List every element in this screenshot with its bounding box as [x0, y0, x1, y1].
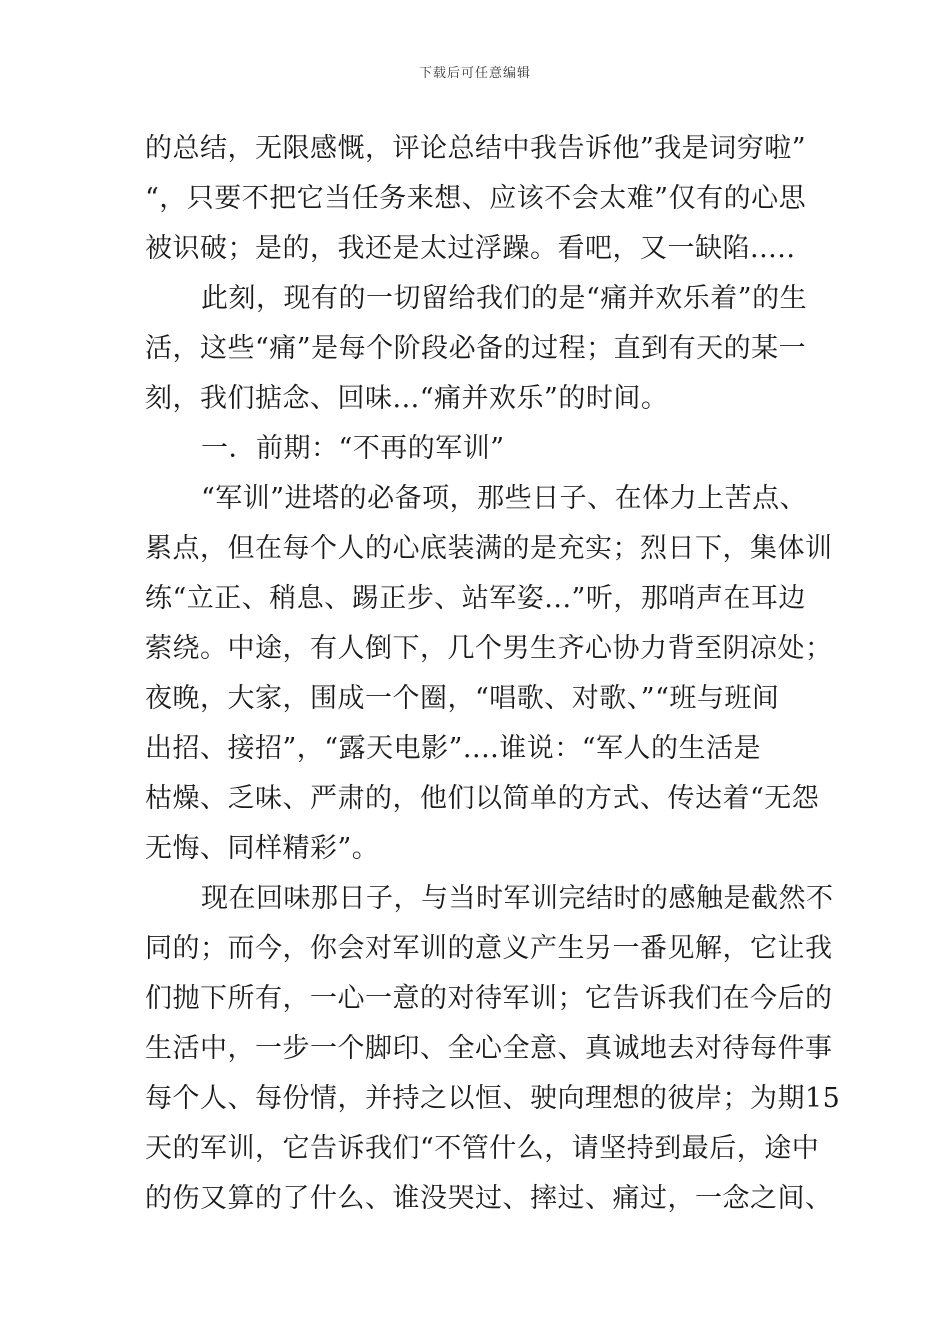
- document-body: [145, 124, 841, 1224]
- text-line: 生活中，一步一个脚印、全心全意、真诚地去对待每件事: [145, 1033, 833, 1064]
- text-line: 练“立正、稍息、踢正步、站军姿...”听，那哨声在耳边: [145, 583, 806, 614]
- text-line: 的伤又算的了什么、谁没哭过、摔过、痛过，一念之间、: [145, 1183, 833, 1214]
- text-line: 同的；而今，你会对军训的意义产生另一番见解，它让我: [145, 933, 833, 964]
- text-line: 夜晚，大家，围成一个圈，“唱歌、对歌、”“班与班间: [145, 683, 780, 714]
- text-line: 们抛下所有，一心一意的对待军训；它告诉我们在今后的: [145, 983, 833, 1014]
- text-line: 无悔、同样精彩”。: [145, 833, 380, 864]
- text-line: 萦绕。中途，有人倒下，几个男生齐心协力背至阴凉处；: [145, 633, 833, 664]
- text-line: 现在回味那日子，与当时军训完结时的感触是截然不: [201, 883, 834, 914]
- text-line: 枯燥、乏味、严肃的，他们以简单的方式、传达着“无怨: [145, 783, 820, 814]
- text-line: 刻，我们掂念、回味...“痛并欢乐”的时间。: [145, 383, 669, 414]
- text-line: 此刻，现有的一切留给我们的是“痛并欢乐着”的生: [201, 283, 808, 314]
- text-line: 天的军训，它告诉我们“不管什么，请坚持到最后，途中: [145, 1133, 820, 1164]
- text-line: 每个人、每份情，并持之以恒、驶向理想的彼岸；为期15: [145, 1083, 841, 1114]
- text-line: 一．前期：“不再的军训”: [201, 433, 505, 464]
- text-line: “军训”进塔的必备项，那些日子、在体力上苦点、: [201, 483, 808, 514]
- page-header: 下载后可任意编辑: [418, 66, 531, 81]
- text-line: 活，这些“痛”是每个阶段必备的过程；直到有天的某一: [145, 333, 807, 364]
- text-line: 的总结，无限感慨，评论总结中我告诉他”我是词穷啦”: [145, 133, 807, 164]
- text-line: 被识破；是的，我还是太过浮躁。看吧，又一缺陷.....: [145, 233, 796, 264]
- text-line: 累点，但在每个人的心底装满的是充实；烈日下，集体训: [145, 533, 833, 564]
- text-line: 出招、接招”，“露天电影”....谁说：“军人的生活是: [145, 733, 762, 764]
- text-line: “，只要不把它当任务来想、应该不会太难”仅有的心思: [145, 183, 807, 214]
